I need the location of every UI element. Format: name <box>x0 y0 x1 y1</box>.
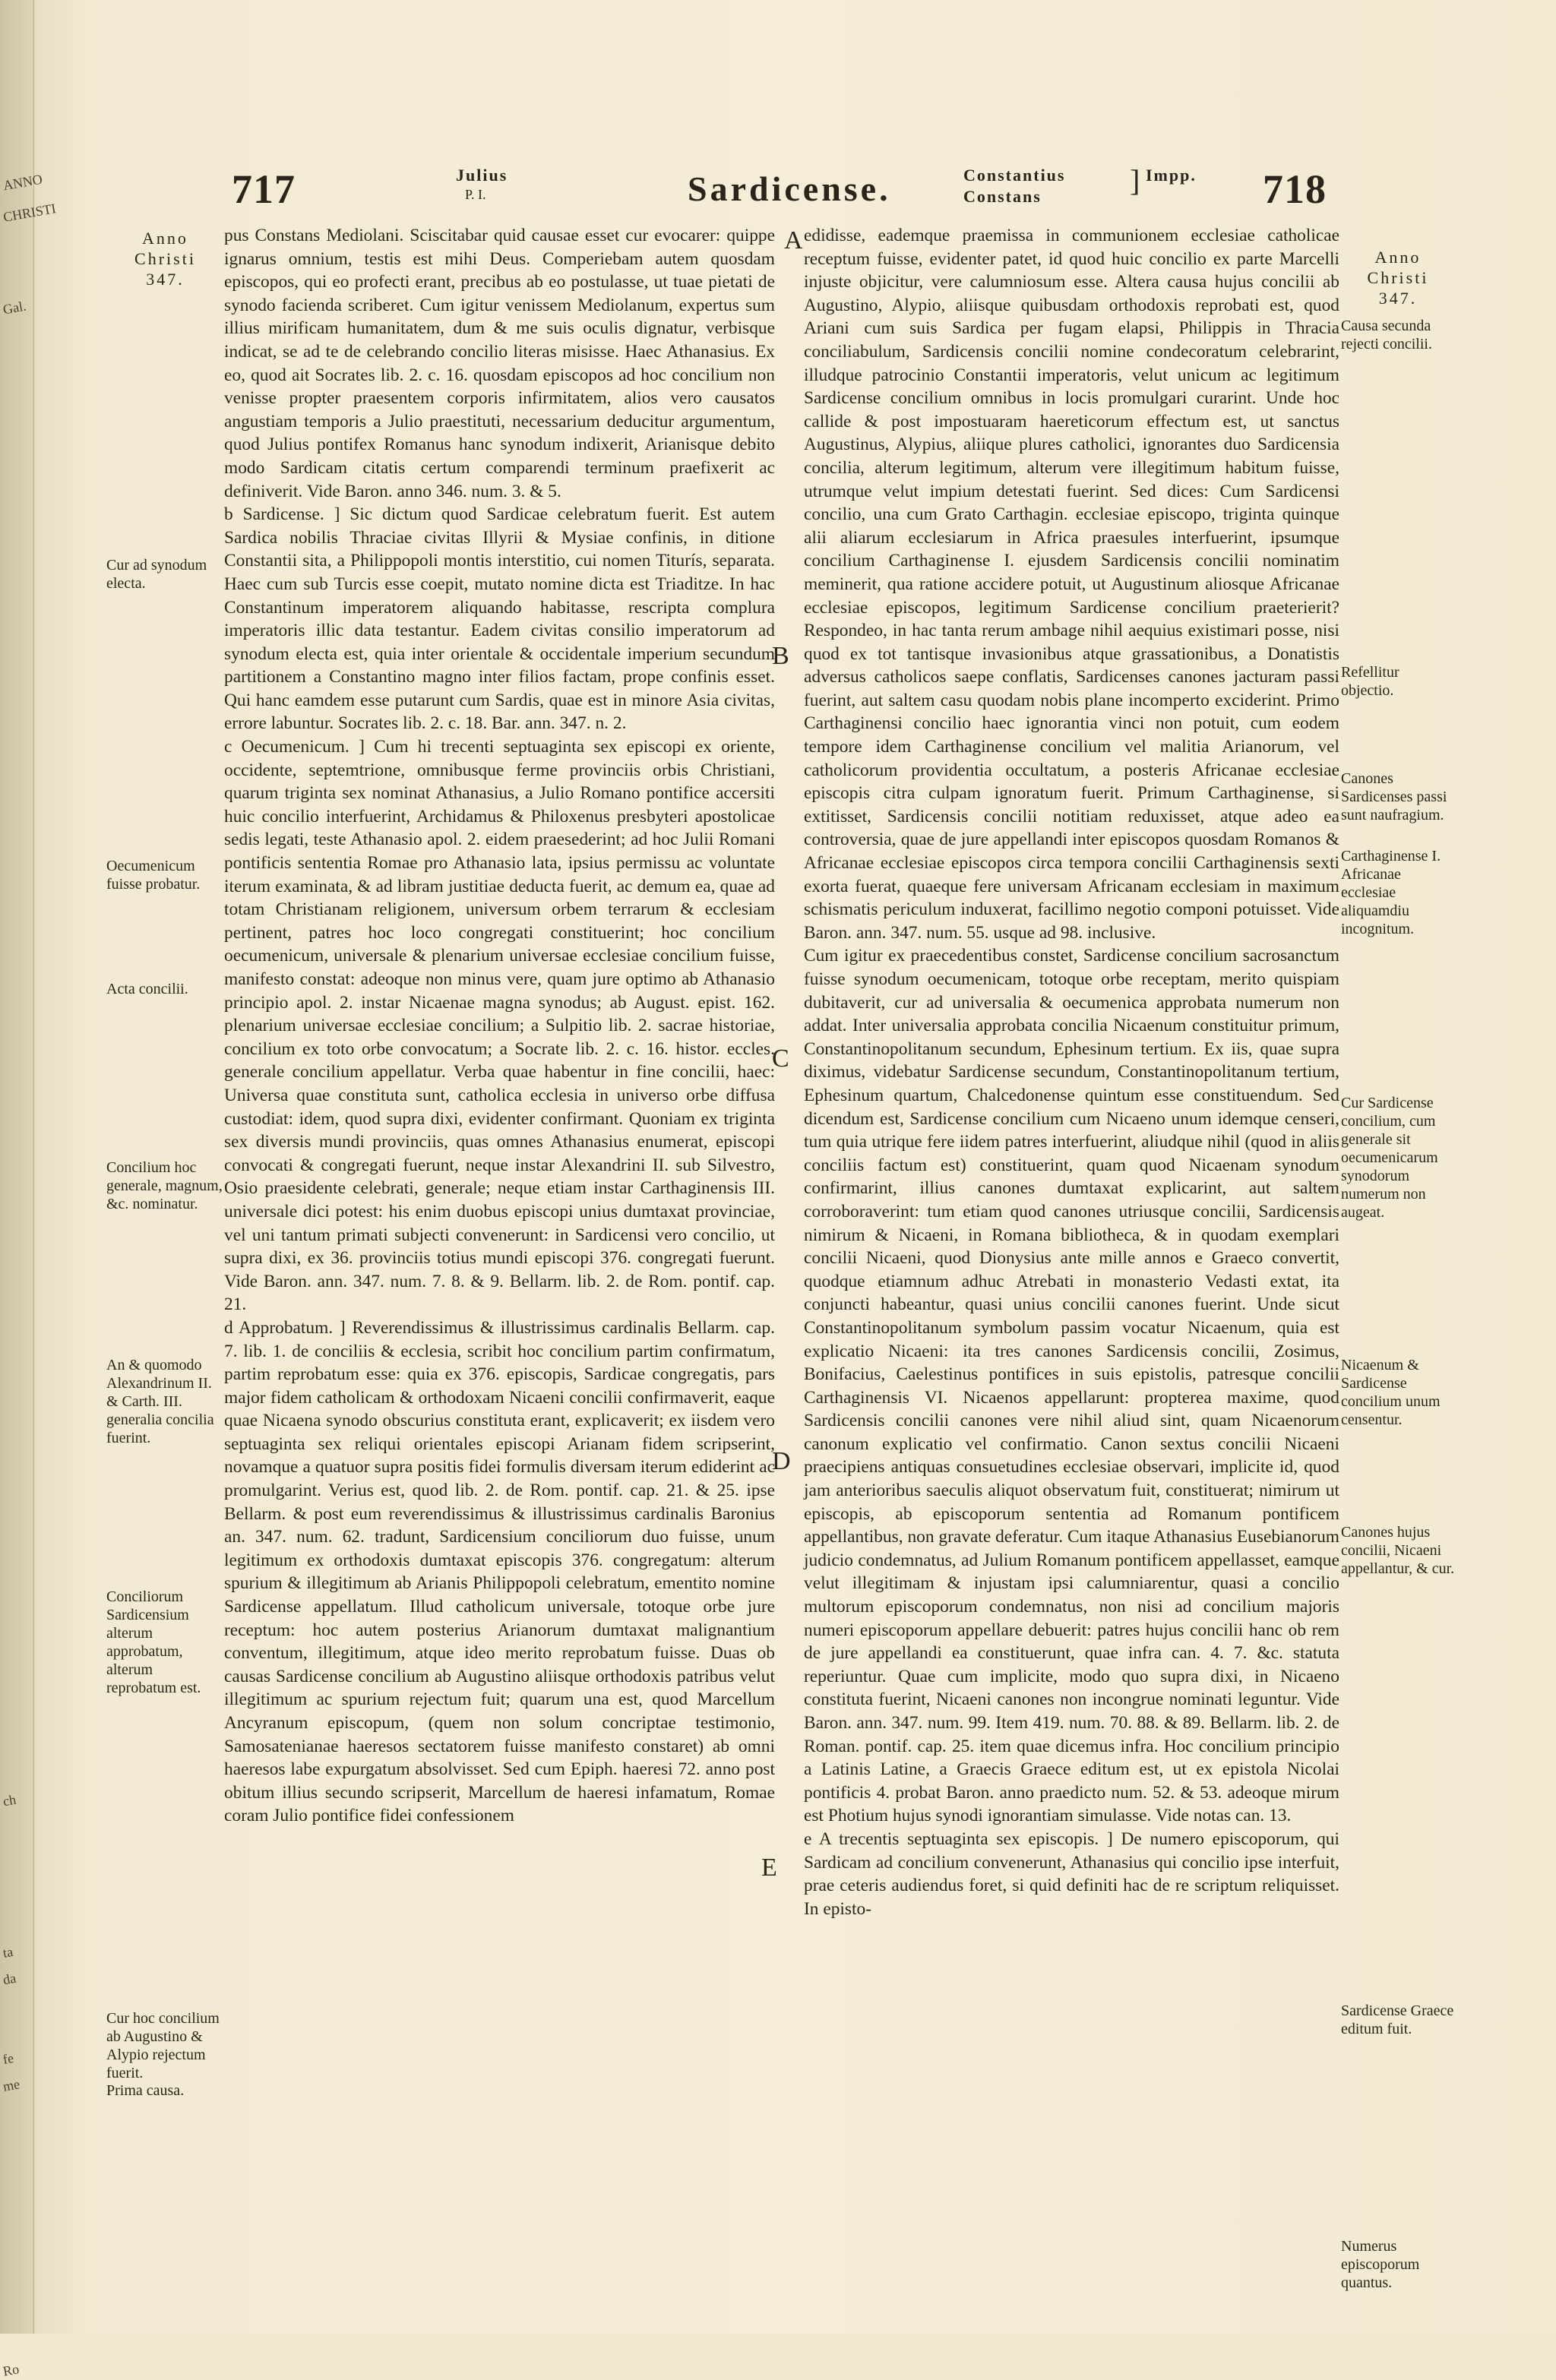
strip-fragment: ch <box>2 1791 17 1809</box>
strip-fragment: Gal. <box>2 298 27 318</box>
section-letter: E <box>761 1854 777 1882</box>
margin-note: Numerus episcoporum quantus. <box>1341 2238 1420 2291</box>
paragraph: e A trecentis septuaginta sex episcopis. ] De numero episcoporum, qui Sardicam ad concilium convenerunt, Athanasius qui concilio ipse interfuit, prae ceteris audiendus foret, si quid definiti hac de re scriptum reliquisset. In episto- <box>804 1828 1339 1919</box>
section-letter: C <box>772 1045 789 1073</box>
paragraph: edidisse, eademque praemissa in communionem ecclesiae catholicae receptum fuisse, evidenter patet, id quod huic concilio ex parte Marcelli injuste objicitur, vere calumniosum esse. Altera causa hujus concilii ab Augustino, Alypio, aliisque quibusdam orthodoxis reprobati est, quod Ariani cum suis Sardica per fugam elapsi, Philippis in Thracia conciliabulum, Sardicensis concilii nomine condecoratum celebrarint, illudque patrocinio Constantii imperatoris, velut unicum ac legitimum Sardicense concilium omnibus in locis promulgari curarint. Unde hoc callide & post impostuaram haereticorum effectum est, ut sanctus Augustinus, Alypius, aliique plures catholici, ignorantes duo Sardicensia concilia, alterum legitimum, alterum vere illegitimum habitum fuisse, utrumque velut impium detestati fuerint. Sed dices: Cum Sardicensi concilio, una cum Grato Carthagin. ecclesiae episcopo, triginta quinque alii aliarum ecclesiarum in Africa praesules interfuerint, ipsumque concilium Carthaginense I. ejusdem Sardicensis concilii nominatim meminerit, qua ratione accidere potuit, ut Augustinum aliosque Africanae ecclesiae episcopos, legitimum Sardicense concilium praeterierit? Respondeo, in hac tanta rerum ambage nihil aequius existimari posse, nisi quod ex tot tantisque invasionibus atque grassationibus, a Donatistis adversus catholicos saepe conflatis, Sardicenses canones jacturam passi fuerint, aut saltem casu quodam nobis plane incomperto exciderint. Primo Carthaginensi concilio haec ignorantia vinci non potuit, cum eodem tempore idem Carthaginense concilium vel malitia Arianorum, vel catholicorum providentia occultatum, a posteris Africanae ecclesiae episcopis citra culpam ignoratum fuerit. Primum Carthaginense, si extitisset, Sardicensis concilii notitiam reduxisset, atque adeo ea controversia, quae de jure appellandi inter episcopos quosdam Romanos & Africanae ecclesiae episcopos circa tempora concilii Carthaginensis sexti exorta fuerat, quaeque fere universam Africanam ecclesiam in maximum schismatis periculum induxerat, facillimo negotio componi potuisset. Vide Baron. ann. 347. num. 55. usque ad 98. inclusive. <box>804 226 1339 943</box>
margin-note: Oecumenicum fuisse probatur. <box>106 858 201 893</box>
margin-note: Canones hujus concilii, Nicaeni appellantur, & cur. <box>1341 1524 1455 1577</box>
strip-fragment: fe <box>2 2050 15 2068</box>
left-margin <box>106 228 224 2218</box>
strip-fragment: ta <box>2 1944 14 1961</box>
margin-note: Conciliorum Sardicensium alterum approbatum, alterum reprobatum est. <box>106 1588 201 1696</box>
left-column <box>224 224 775 2298</box>
header-imp: Impp. <box>1146 166 1197 185</box>
anno-label: Anno <box>142 229 188 248</box>
margin-note: Nicaenum & Sardicense concilium unum censentur. <box>1341 1357 1441 1428</box>
christi-label: Christi <box>1367 268 1429 287</box>
paragraph: d Approbatum. ] Reverendissimus & illustrissimus cardinalis Bellarm. cap. 7. lib. 1. de conciliis & ecclesia, scribit hoc concilium partim confirmatum, partim reprobatum esse: quia ex 376. episcopis, Sardicae congregatis, pars major fidem catholicam & orthodoxam Nicaeni concilii confirmaverit, eaque quae Nicaena synodo obscurius constituta erant, explicaverit; ex iisdem vero septuaginta sex reliqui orientales episcopi Arianam fidem scripserint, novamque a quatuor supra positis fidei formulis diversam iterum ediderint ac promulgarint. Verius est, quod lib. 2. de Rom. pontif. cap. 21. & 25. ipse Bellarm. & post eum reverendissimus & illustrissimus cardinalis Baronius an. 347. num. 62. tradunt, Sardicensium conciliorum duo fuisse, unum legitimum ex orthodoxis dumtaxat episcopis 376. congregatum: alterum spurium & illegitimum ab Arianis Philippopoli celebratum, ementito nomine Sardicense appellatum. Illud catholicum universale, totoque orbe jure receptum: hoc autem posterius Arianorum dumtaxat malignantium conventum, illegitimum, atque ideo merito reprobatum fuisse. Duas ob causas Sardicense concilium ab Augustino aliisque orthodoxis patribus velut illegitimum ac spurium rejectum fuit; quarum una est, quod Marcellum Ancyranum episcopum, (quem non solum concriptae testimonio, Samosatenianae haeresos sectatorem fuisse manifesto constaret) ab omni haeresos labe expurgatum absolvisset. Sed cum Epiph. haeresi 72. anno post obitum illius secundo scripserit, Marcellum de haeresi infamatum, Romae coram Julio pontifice fidei confessionem <box>224 1317 775 1826</box>
margin-note: Sardicense Graece editum fuit. <box>1341 2002 1454 2037</box>
strip-fragment: ANNO <box>2 171 44 194</box>
left-page-number: 717 <box>232 166 296 212</box>
year-label: 347. <box>1378 289 1418 308</box>
margin-note: Refellitur objectio. <box>1341 664 1399 699</box>
right-column <box>804 224 1339 2306</box>
header-emperor-top: Constantius <box>963 166 1066 185</box>
year-label: 347. <box>146 270 185 289</box>
page-title: Sardicense. <box>688 169 891 208</box>
anno-label: Anno <box>1374 248 1422 267</box>
strip-fragment: da <box>2 1970 17 1988</box>
header-julius-sub: P. I. <box>465 187 486 202</box>
section-letter: A <box>784 226 803 254</box>
right-page-number: 718 <box>1263 166 1327 212</box>
paragraph: c Oecumenicum. ] Cum hi trecenti septuaginta sex episcopi ex oriente, occidente, septemtrione, omnibusque ferme provinciis orbis Christiani, quarum triginta sex nominat Athanasius, a Julio Romano pontifice accersiti huic concilio interfuerint, Archidamus & Philoxenus presbyteri apostolicae sedis legati, teste Athanasio apol. 2. eidem praesederint; ad hoc Julii Romani pontificis sententia Romae pro Athanasio lata, ipsius permissu ac voluntate iterum examinata, & ad libram justitiae deducta fuerit, ac demum ea, quae ad totam Christianam religionem, universum orbem terrarum & ecclesiam pertinent, patres hoc loco congregati constituerint; hoc concilium oecumenicum, universale & plenarium universae ecclesiae concilium fuisse, manifesto constat: adeoque non minus vere, quam jure optimo ab Athanasio principio apol. 2. instar Nicaenae magna synodus; ab August. epist. 162. plenarium universae ecclesiae concilium; a Sulpitio lib. 2. sacrae historiae, concilium ex toto orbe convocatum; a Socrate lib. 2. c. 16. histor. eccles. generale concilium appellatur. Verba quae habentur in fine concilii, haec: Universa quae constituta sunt, catholica ecclesia in universo orbe diffusa custodiat: idem, quod supra dixi, evidenter confirmant. Quoniam ex triginta sex diversis mundi provinciis, quas omnes Athanasius enumerat, episcopi convocati & congregati fuerunt, neque instar Alexandrini II. sub Silvestro, Osio praesidente celebrati, generale; neque etiam instar Carthaginensis III. universale dici potest: his enim duobus episcopi unius dumtaxat provinciae, vel uni tantum primati subjecti convenerunt: in Sardicensi vero concilio, ut supra dixi, ex 36. provinciis totius mundi episcopi 376. congregati fuerunt. Vide Baron. ann. 347. num. 7. 8. & 9. Bellarm. lib. 2. de Rom. pontif. cap. 21. <box>224 737 775 1315</box>
paragraph: pus Constans Mediolani. Sciscitabar quid causae esset cur evocarer: quippe ignarus omnium, testis est mihi Deus. Comperiebam autem quosdam episcopos, qui eo profecti erant, precibus ab eo postulasse, ut tuae pietati de synodo facienda scriberet. Cum igitur venissem Mediolanum, expertus sum illius mirificam humanitatem, dum & me suis oculis dignatur, verbisque indicat, se ad te de celebrando concilio literas misisse. Haec Athanasius. Ex eo, quod ait Socrates lib. 2. c. 16. quosdam episcopos ad hoc concilium non venisse propter praesentem corporis infirmitatem, alios vero causatos angustiam temporis a Julio praestituti, necessarium deducitur argumentum, quod Julius pontifex Romanus hanc synodum indixerit, Arianisque debito modo Sardicam citatis certum comparendi terminum praefixerit ac definiverit. Vide Baron. anno 346. num. 3. & 5. <box>224 226 775 501</box>
margin-note: Prima causa. <box>106 2082 185 2099</box>
running-header <box>0 163 1556 219</box>
margin-note: Canones Sardicenses passi sunt naufragium. <box>1341 770 1447 823</box>
margin-note: Acta concilii. <box>106 981 188 997</box>
adjacent-page-strip <box>0 0 58 2379</box>
margin-note: Cur hoc concilium ab Augustino & Alypio rejectum fuerit. <box>106 2010 220 2081</box>
header-julius: Julius <box>456 166 508 185</box>
margin-note: Concilium hoc generale, magnum, &c. nominatur. <box>106 1159 223 1212</box>
strip-fragment: Ro <box>2 2361 21 2379</box>
margin-note: Causa secunda rejecti concilii. <box>1341 318 1432 352</box>
strip-fragment: CHRISTI <box>2 201 58 225</box>
margin-note: Cur ad synodum electa. <box>106 557 207 592</box>
strip-fragment: me <box>2 2076 21 2094</box>
paragraph: Cum igitur ex praecedentibus constet, Sardicense concilium sacrosanctum fuisse synodum oecumenicam, totoque orbe receptam, merito quispiam dubitaverit, cur ad universalia & oecumenica approbata numerum non addat. Inter universalia approbata concilia Nicaenum constituitur primum, Constantinopolitanum secundum, Ephesinum tertium. Ex iis, quae supra diximus, videbatur Sardicense secundum, Constantinopolitanum tertium, Ephesinum quartum, Chalcedonense quintum esse constituendum. Sed dicendum est, Sardicense concilium cum Nicaeno unum idemque censeri, tum quia utrique fere iidem patres interfuerint, aliudque nihil (quod in aliis conciliis factum est) constituerint, quam quod Nicaenam synodum confirmarint, illius canones dumtaxat explicarint, aut saltem corroboraverint: tum etiam quod canones utriusque concilii, Sardicensis nimirum & Nicaeni, in Romana bibliotheca, & in quodam exemplari concilii Nicaeni, quod Dionysius ante mille annos e Graeco convertit, quodque etiamnum adhuc Atrebati in monasterio Vedasti extat, ita conjuncti habeantur, quasi unius concilii canones fuerint. Unde sicut Constantinopolitanum symbolum passim vocatur Nicaenum, quia est explicatio Nicaeni: ita tres canones Sardicensis concilii, Zosimus, Bonifacius, Caelestinus pontifices in suis epistolis, patresque concilii Carthaginensis VI. Nicaenos appellarunt: propterea maxime, quod Sardicensis concilii canones vere nihil aliud sint, quam Nicaenorum canonum explicatio vel confirmatio. Canon sextus concilii Nicaeni praecipiens antiquas consuetudines ecclesiae observari, implicite id, quod jam anterioribus saeculis aliquot observatum fuit, constituerat; nimirum ut episcopis, ab episcoporum sententia ad Romanum pontificem appellantibus, non gravate deferatur. Cum itaque Athanasius Eusebianorum judicio condemnatus, ad Julium Romanum pontificem appellasset, eamque velut illegitimam & injustam ipsi calumniarentur, quasi a concilio multorum episcoporum condemnatus, non nisi ad concilium majoris numeri episcoporum appellare debuerit: patres hujus concilii hanc ob rem de jure appellandi ea constituerunt, quae infra can. 4. 7. &c. statuta reperiuntur. Quae cum implicite, modo quo supra dixi, in Nicaeno constituta fuerint, Nicaeni canones non incongrue nominati leguntur. Vide Baron. ann. 347. num. 99. Item 419. num. 70. 88. & 89. Bellarm. lib. 2. de Roman. pontif. cap. 25. item quae dicemus infra. Hoc concilium principio a Latinis Latine, a Graecis Graece editum est, ut ex epistola Nicolai pontificis 4. probat Baron. anno praedicto num. 52. & 53. adeoque mirum est Photium hujus synodi ignorantiam simulasse. Vide notas can. 13. <box>804 946 1339 1826</box>
margin-note: Carthaginense I. Africanae ecclesiae aliquamdiu incognitum. <box>1341 848 1441 937</box>
header-bracket: ] <box>1130 163 1140 198</box>
header-emperor-bottom: Constans <box>963 187 1042 206</box>
section-letter: B <box>772 642 789 670</box>
section-letter: D <box>772 1447 791 1475</box>
christi-label: Christi <box>134 249 196 268</box>
margin-note: Cur Sardicense concilium, cum generale sit oecumenicarum synodorum numerum non augeat. <box>1341 1095 1438 1221</box>
margin-note: An & quomodo Alexandrinum II. & Carth. III. generalia concilia fuerint. <box>106 1357 214 1446</box>
paragraph: b Sardicense. ] Sic dictum quod Sardicae celebratum fuerit. Est autem Sardica nobilis Thraciae civitas Illyrii & Mysiae confinis, in ditione Constantii sita, a Philippopoli montis interstitio, cui nomen Titurís, separata. Haec cum sub Turcis esse coepit, mutato nomine dicta est Triaditze. In hac Constantinum imperatorem aliquando habitasse, rescripta complura imperatoris illic data testantur. Eadem civitas consilio imperatorum ad synodum electa est, quia inter orientale & occidentale imperium secundum partitionem a Constantino magno inter filios factam, prope confinis esset. Qui hanc eamdem esse putarunt cum Sardis, quae est in minore Asia civitas, errore labuntur. Socrates lib. 2. c. 18. Bar. ann. 347. n. 2. <box>224 504 775 734</box>
right-margin <box>1341 247 1455 2298</box>
